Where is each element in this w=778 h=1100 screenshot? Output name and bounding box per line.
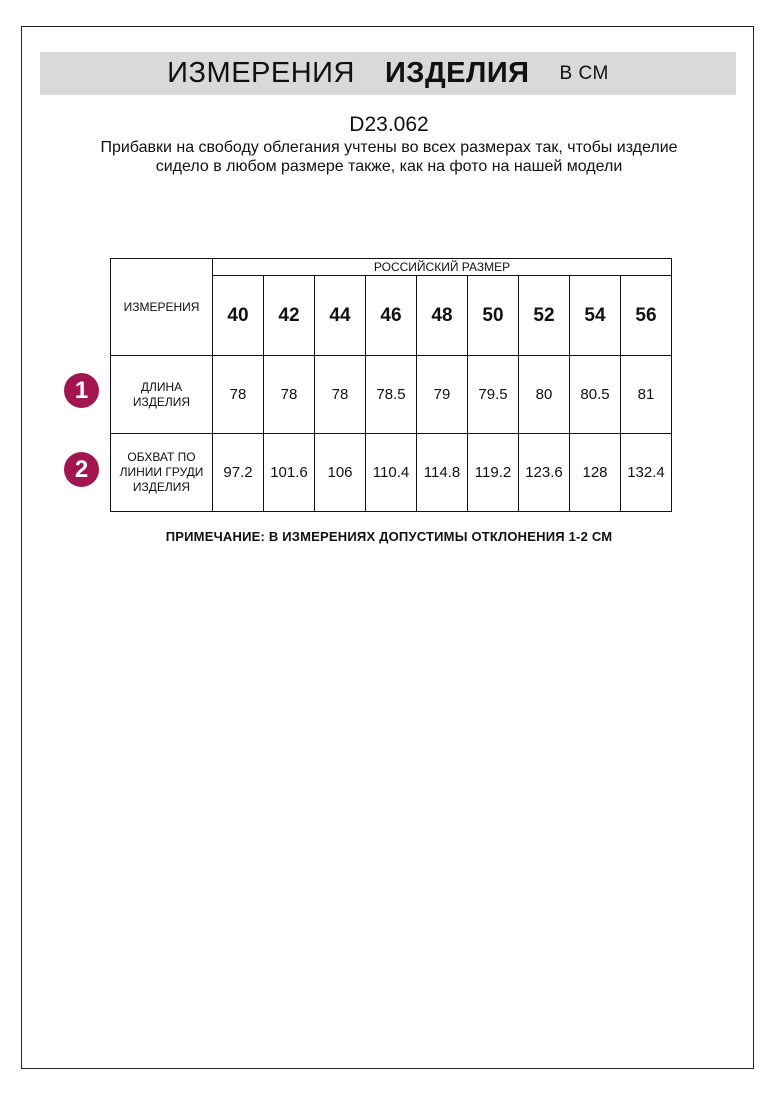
table-row (111, 434, 672, 512)
page-title (40, 52, 736, 95)
row-label (111, 434, 213, 512)
size-header: 42 (264, 276, 315, 356)
title-unit: В СМ (559, 62, 609, 84)
table-row (111, 356, 672, 434)
title-bar (40, 52, 736, 95)
table-cell: 106 (315, 434, 366, 512)
row-label-line: ДЛИНА (140, 379, 183, 394)
size-table (110, 258, 672, 512)
size-header: 50 (468, 276, 519, 356)
table-cell: 78 (213, 356, 264, 434)
size-header: 54 (570, 276, 621, 356)
size-header: 40 (213, 276, 264, 356)
table-cell: 101.6 (264, 434, 315, 512)
page-frame (21, 26, 754, 1069)
table-header-row (111, 259, 672, 276)
size-header: 44 (315, 276, 366, 356)
table-cell: 80.5 (570, 356, 621, 434)
title-bold: ИЗДЕЛИЯ (384, 57, 530, 89)
size-header: 52 (519, 276, 570, 356)
row-marker-1: 1 (64, 373, 99, 408)
document-description: Прибавки на свободу облегания учтены во всех размерах так, чтобы изделие сидело в любом размере также, как на фото на нашей модели (100, 139, 678, 175)
table-cell: 119.2 (468, 434, 519, 512)
title-main: ИЗМЕРЕНИЯ (167, 57, 355, 89)
tolerance-note: ПРИМЕЧАНИЕ: В ИЗМЕРЕНИЯХ ДОПУСТИМЫ ОТКЛОНЕНИЯ 1-2 СМ (165, 529, 613, 544)
table-cell: 110.4 (366, 434, 417, 512)
row-label-line: ЛИНИИ ГРУДИ (119, 465, 204, 479)
table-cell: 128 (570, 434, 621, 512)
row-label-line: ОБХВАТ ПО (127, 450, 196, 464)
size-group-label: РОССИЙСКИЙ РАЗМЕР (213, 259, 672, 276)
table-cell: 78.5 (366, 356, 417, 434)
row-marker-2: 2 (64, 452, 99, 487)
corner-label: ИЗМЕРЕНИЯ (111, 259, 213, 356)
table-cell: 114.8 (417, 434, 468, 512)
table-cell: 132.4 (621, 434, 672, 512)
row-label-line: ИЗДЕЛИЯ (132, 480, 191, 494)
row-label (111, 356, 213, 434)
table-cell: 79.5 (468, 356, 519, 434)
size-header: 56 (621, 276, 672, 356)
document-code: D23.062 (349, 113, 429, 136)
row-label-line: ИЗДЕЛИЯ (132, 394, 191, 409)
table-cell: 123.6 (519, 434, 570, 512)
size-header: 48 (417, 276, 468, 356)
table-cell: 81 (621, 356, 672, 434)
table-cell: 80 (519, 356, 570, 434)
table-cell: 79 (417, 356, 468, 434)
size-header: 46 (366, 276, 417, 356)
table-cell: 78 (315, 356, 366, 434)
table-cell: 97.2 (213, 434, 264, 512)
table-cell: 78 (264, 356, 315, 434)
